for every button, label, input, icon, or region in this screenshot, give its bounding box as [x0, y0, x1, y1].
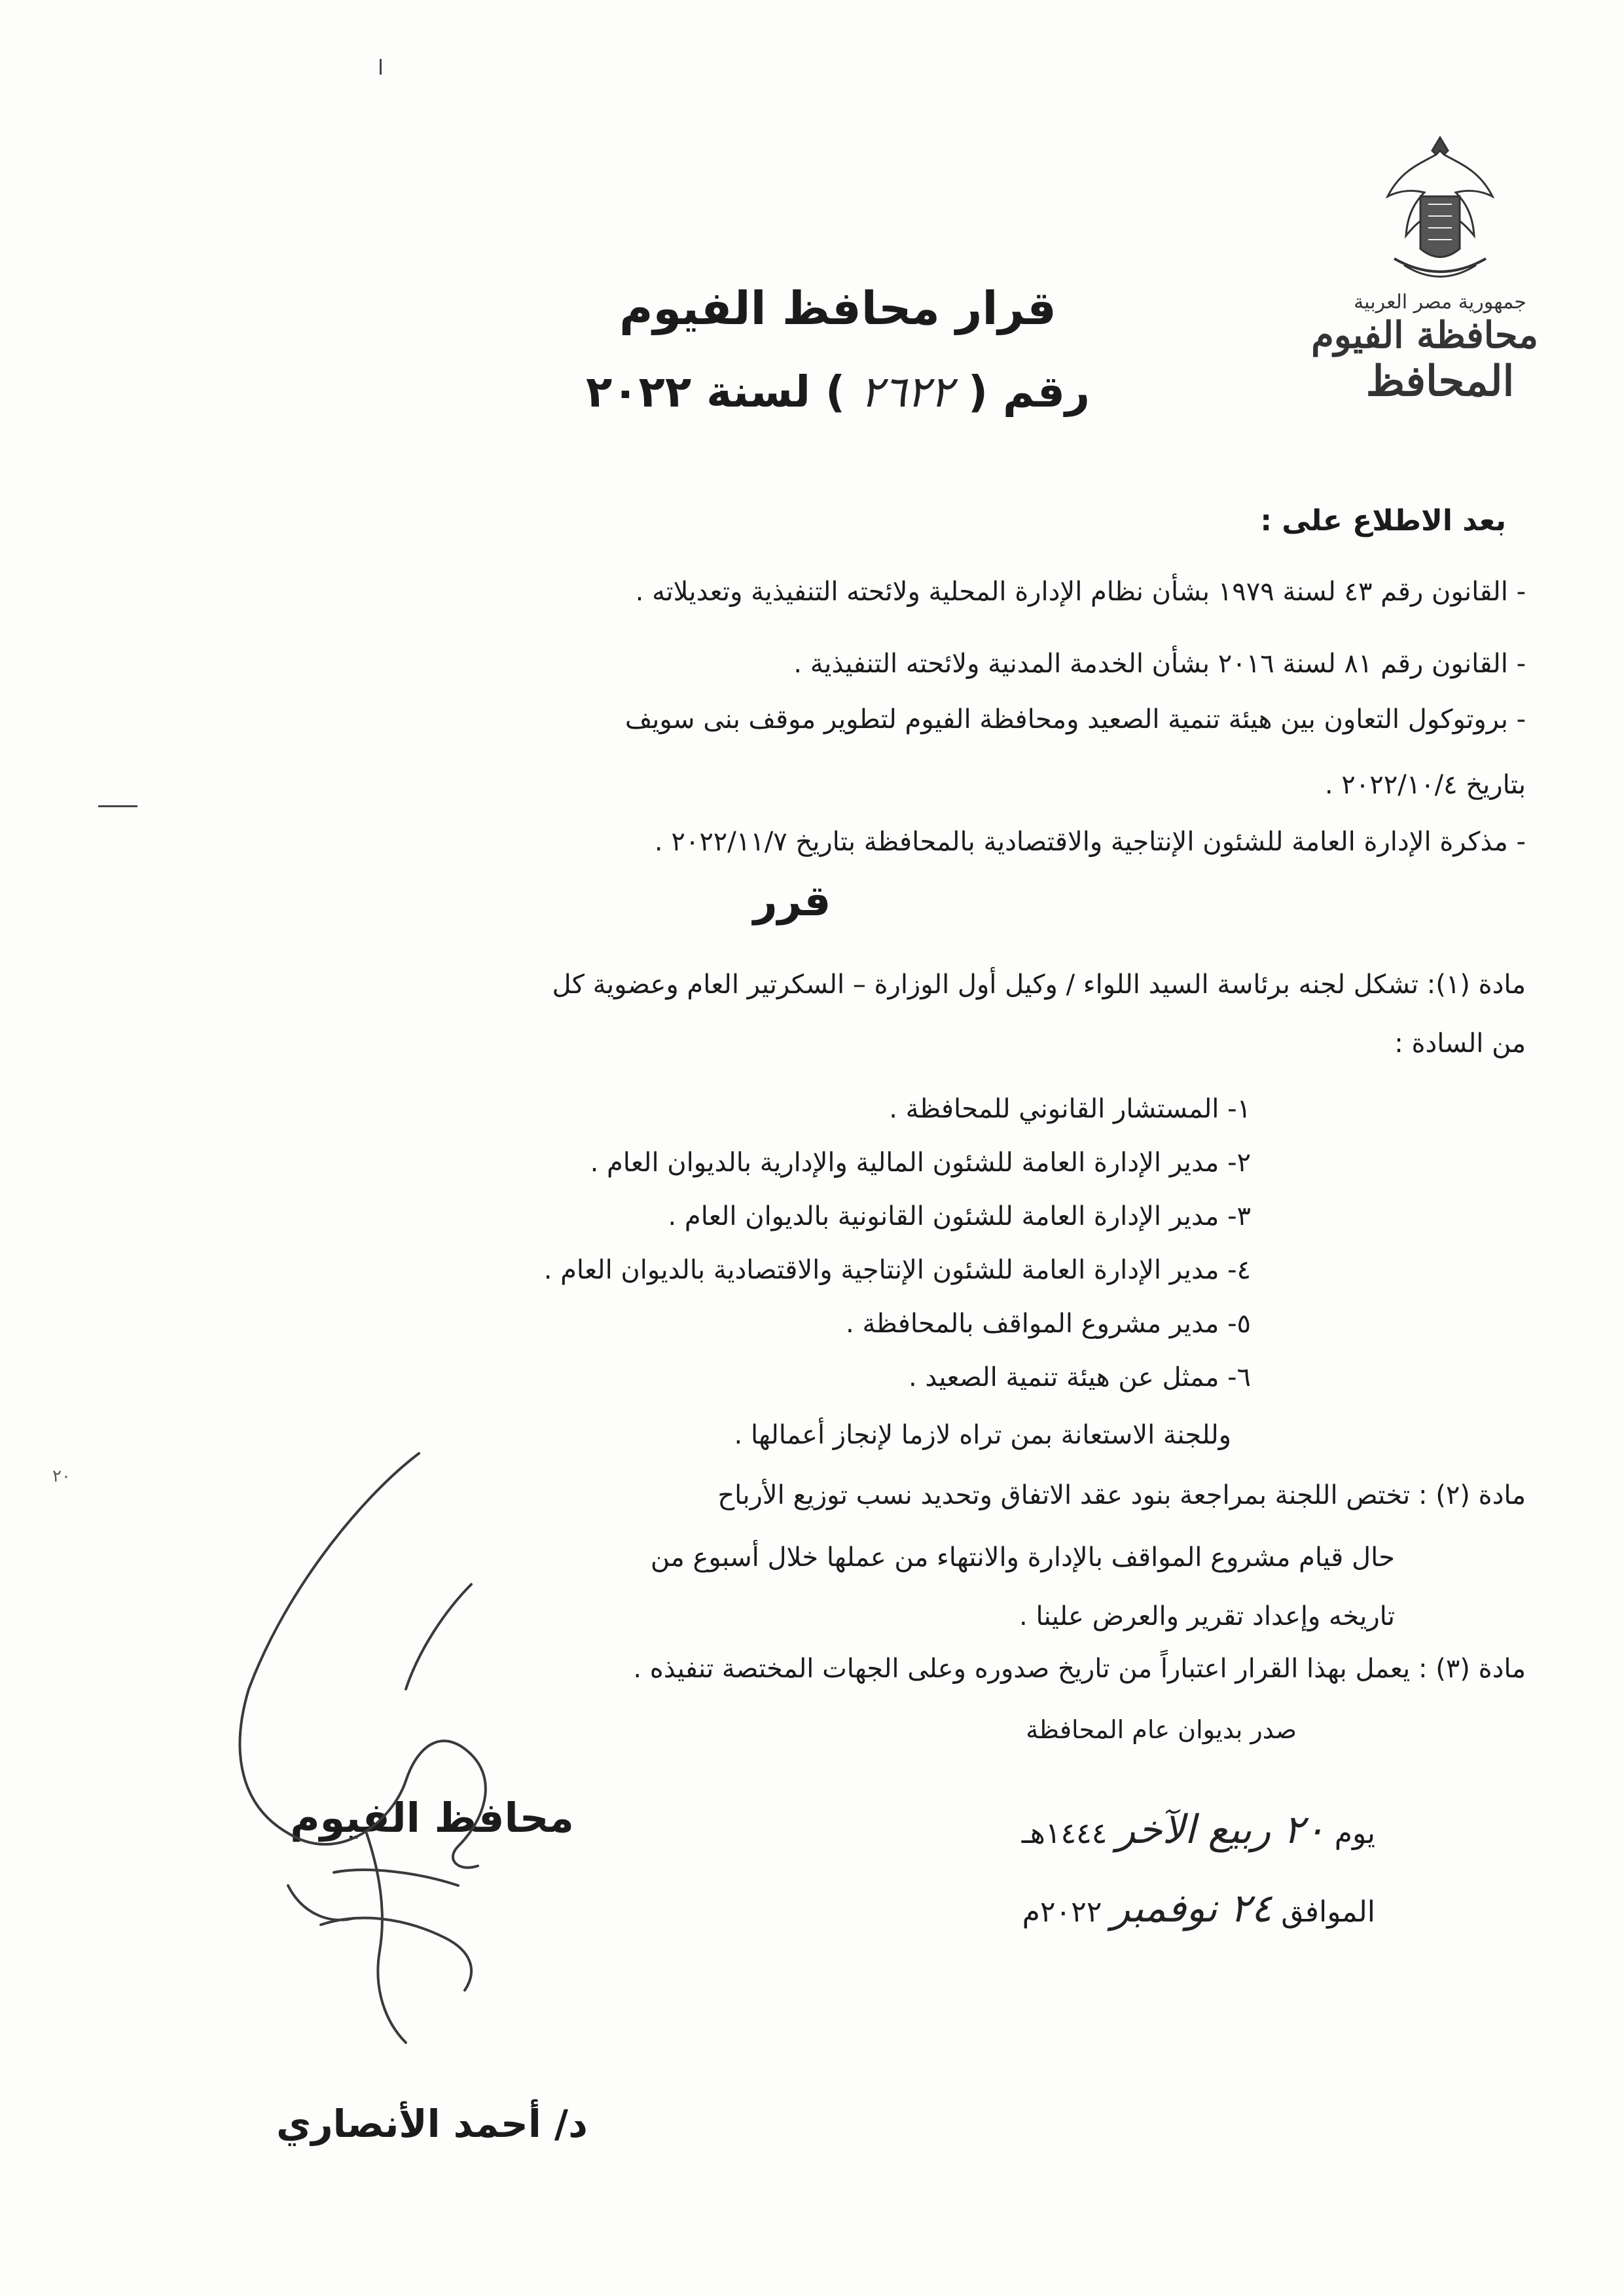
- handwritten-signature-icon: [170, 1414, 759, 2134]
- committee-member: ٣- مدير الإدارة العامة للشئون القانونية بالديوان العام .: [668, 1201, 1251, 1231]
- preamble-item: - بروتوكول التعاون بين هيئة تنمية الصعيد ومحافظة الفيوم لتطوير موقف بنى سويف: [624, 704, 1526, 735]
- preamble-item: - القانون رقم ٨١ لسنة ٢٠١٦ بشأن الخدمة المدنية ولائحته التنفيذية .: [793, 649, 1526, 679]
- article-3-line: مادة (٣) : يعمل بهذا القرار اعتباراً من تاريخ صدوره وعلى الجهات المختصة تنفيذه .: [633, 1654, 1526, 1684]
- committee-member: ٢- مدير الإدارة العامة للشئون المالية والإدارية بالديوان العام .: [590, 1148, 1251, 1178]
- hijri-date-year: ١٤٤٤هـ: [1021, 1817, 1108, 1850]
- decision-heading: قرر: [753, 877, 831, 926]
- article-1-line: مادة (١): تشكل لجنه برئاسة السيد اللواء / وكيل أول الوزارة – السكرتير العام وعضوية كل: [552, 970, 1526, 1000]
- article-2-line: تاريخه وإعداد تقرير والعرض علينا .: [1019, 1601, 1395, 1631]
- decree-number: [576, 367, 1100, 417]
- committee-member: ٤- مدير الإدارة العامة للشئون الإنتاجية والاقتصادية بالديوان العام .: [543, 1255, 1251, 1285]
- committee-closing: وللجنة الاستعانة بمن تراه لازما لإنجاز أعمالها .: [734, 1420, 1231, 1450]
- scan-mark: [98, 805, 137, 807]
- committee-member: ١- المستشار القانوني للمحافظة .: [889, 1094, 1251, 1124]
- seal-country: جمهورية مصر العربية: [1354, 291, 1526, 314]
- gregorian-date-year: ٢٠٢٢م: [1022, 1895, 1102, 1929]
- governor-name: د/ أحمد الأنصاري: [276, 2102, 588, 2146]
- gregorian-date: [1022, 1886, 1375, 1931]
- committee-member: ٥- مدير مشروع المواقف بالمحافظة .: [846, 1309, 1251, 1339]
- scan-mark: [380, 59, 382, 75]
- preamble-heading: بعد الاطلاع على :: [1260, 504, 1506, 538]
- preamble-item: - مذكرة الإدارة العامة للشئون الإنتاجية والاقتصادية بالمحافظة بتاريخ ٢٠٢٢/١١/٧ .: [654, 827, 1526, 857]
- decree-number-handwritten: ٢٦٢٢: [860, 367, 953, 417]
- decree-number-suffix: ) لسنة ٢٠٢٢: [585, 367, 846, 417]
- gregorian-date-handwritten: ٢٤ نوفمبر: [1111, 1886, 1272, 1931]
- decree-number-prefix: رقم (: [967, 367, 1091, 417]
- eagle-emblem-icon: [1368, 124, 1512, 288]
- margin-mark: ٢٠: [52, 1467, 71, 1486]
- preamble-item: - القانون رقم ٤٣ لسنة ١٩٧٩ بشأن نظام الإدارة المحلية ولائحته التنفيذية وتعديلاته .: [635, 577, 1526, 607]
- article-1-line: من السادة :: [1394, 1029, 1526, 1059]
- committee-member: ٦- ممثل عن هيئة تنمية الصعيد .: [908, 1362, 1251, 1393]
- article-2-line: حال قيام مشروع المواقف بالإدارة والانتهاء من عملها خلال أسبوع من: [650, 1542, 1395, 1573]
- hijri-date: [1022, 1807, 1375, 1853]
- decree-title: قرار محافظ الفيوم: [619, 282, 1056, 335]
- preamble-item-continued: بتاريخ ٢٠٢٢/١٠/٤ .: [1324, 770, 1526, 800]
- governorate-seal: [1311, 124, 1538, 426]
- article-2-line: مادة (٢) : تختص اللجنة بمراجعة بنود عقد الاتفاق وتحديد نسب توزيع الأرباح: [717, 1480, 1526, 1510]
- hijri-date-handwritten: ٢٠ ربيع الآخر: [1116, 1807, 1326, 1853]
- gregorian-date-prefix: الموافق: [1281, 1895, 1375, 1929]
- issued-at: صدر بديوان عام المحافظة: [1026, 1715, 1297, 1744]
- seal-office: المحافظ: [1365, 357, 1515, 406]
- hijri-date-prefix: يوم: [1334, 1817, 1375, 1850]
- governor-title: محافظ الفيوم: [290, 1794, 574, 1842]
- seal-governorate: محافظة الفيوم: [1311, 314, 1538, 357]
